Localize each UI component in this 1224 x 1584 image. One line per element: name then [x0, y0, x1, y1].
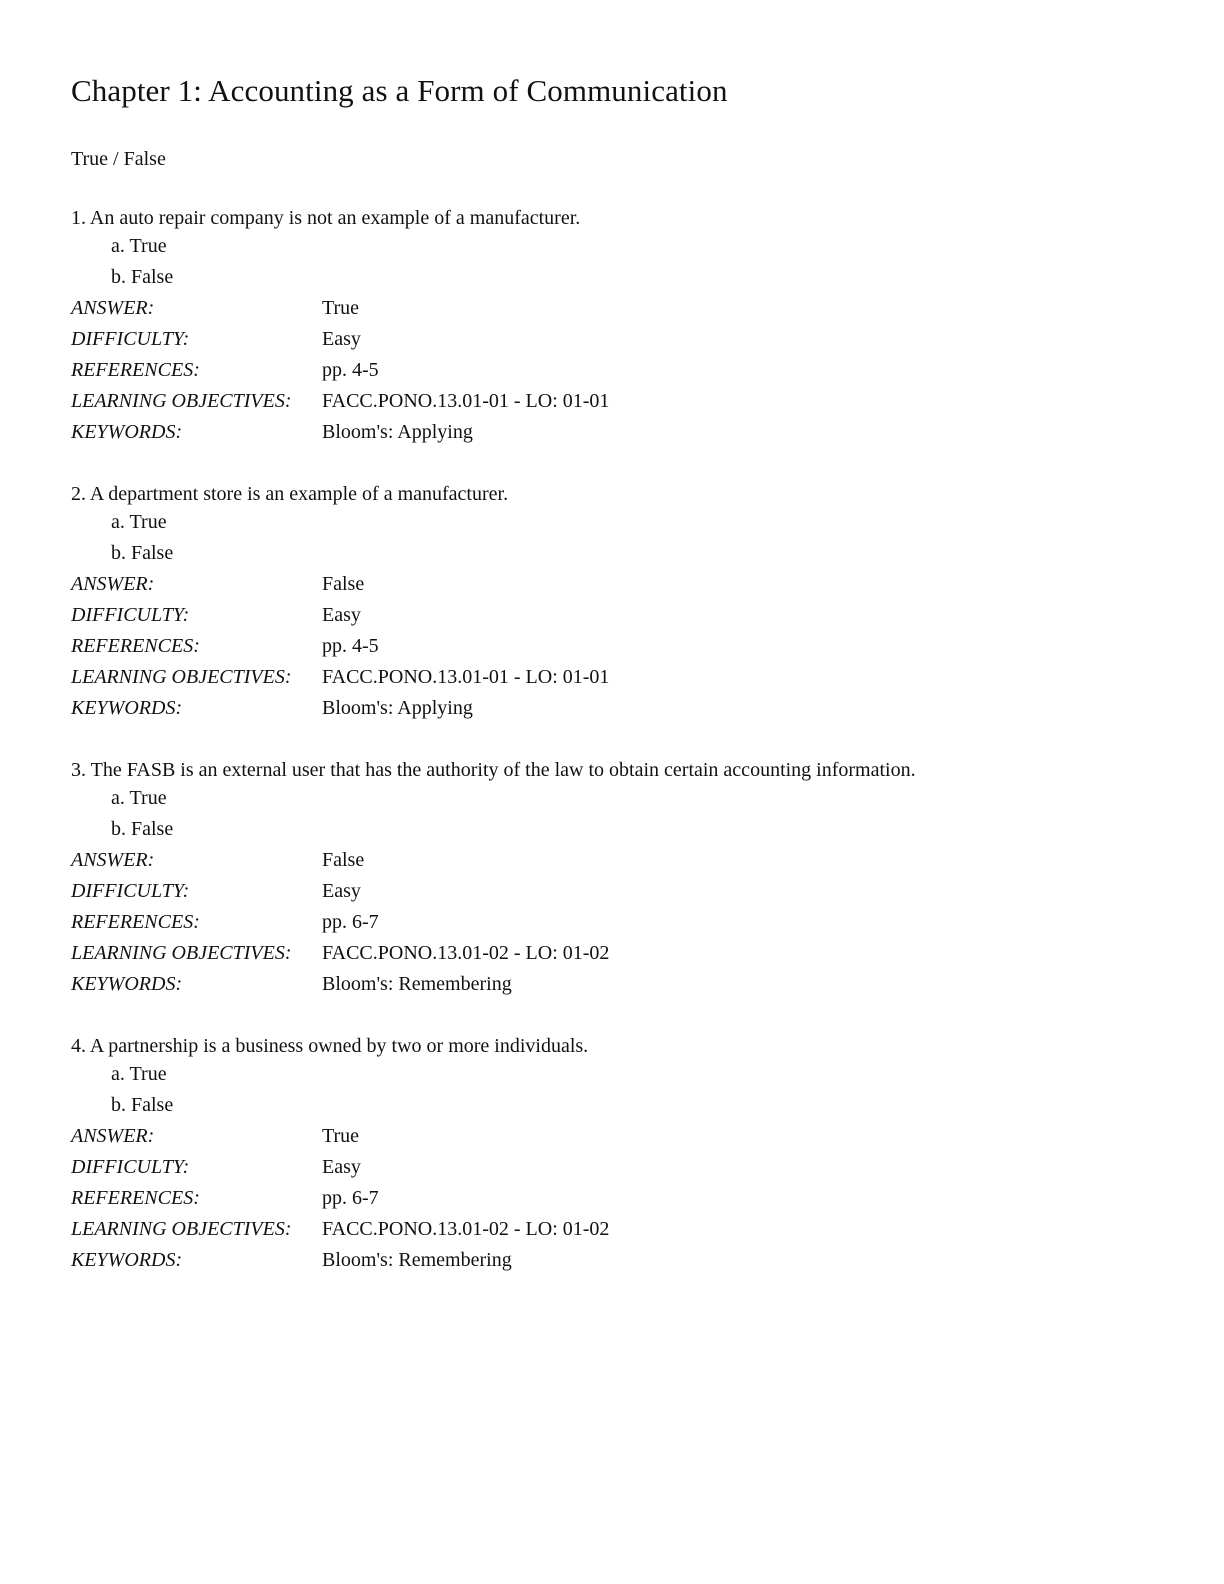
meta-row-answer	[71, 569, 609, 600]
difficulty-label: DIFFICULTY:	[71, 604, 190, 626]
question-stem: 2. A department store is an example of a manufacturer.	[71, 483, 509, 505]
question-stem: 1. An auto repair company is not an example of a manufacturer.	[71, 207, 581, 229]
difficulty-value: Easy	[322, 328, 361, 350]
difficulty-value: Easy	[322, 880, 361, 902]
references-label: REFERENCES:	[71, 359, 200, 381]
meta-row-references	[71, 355, 609, 386]
meta-row-references	[71, 631, 609, 662]
difficulty-value: Easy	[322, 604, 361, 626]
meta-row-keywords	[71, 693, 609, 724]
keywords-label: KEYWORDS:	[71, 421, 183, 443]
option-false: b. False	[111, 542, 174, 564]
answer-options	[71, 507, 1171, 569]
meta-row-learning-objectives	[71, 938, 609, 969]
question-metadata	[71, 845, 609, 1000]
learning-objectives-label: LEARNING OBJECTIVES:	[71, 390, 292, 412]
question-4	[71, 1033, 1171, 1276]
learning-objectives-label: LEARNING OBJECTIVES:	[71, 942, 292, 964]
learning-objectives-value: FACC.PONO.13.01-02 - LO: 01-02	[322, 942, 610, 964]
option-true: a. True	[111, 787, 167, 809]
difficulty-value: Easy	[322, 1156, 361, 1178]
answer-value: False	[322, 849, 365, 871]
question-metadata	[71, 1121, 609, 1276]
answer-label: ANSWER:	[71, 1125, 155, 1147]
keywords-label: KEYWORDS:	[71, 697, 183, 719]
difficulty-label: DIFFICULTY:	[71, 1156, 190, 1178]
question-stem: 3. The FASB is an external user that has the authority of the law to obtain certain accounting information.	[71, 759, 916, 781]
meta-row-answer	[71, 1121, 609, 1152]
question-stem: 4. A partnership is a business owned by two or more individuals.	[71, 1035, 589, 1057]
option-true: a. True	[111, 1063, 167, 1085]
option-true: a. True	[111, 235, 167, 257]
meta-row-keywords	[71, 417, 609, 448]
option-false: b. False	[111, 818, 174, 840]
question-metadata	[71, 293, 609, 448]
section-label: True / False	[71, 148, 166, 170]
option-false: b. False	[111, 266, 174, 288]
learning-objectives-value: FACC.PONO.13.01-02 - LO: 01-02	[322, 1218, 610, 1240]
meta-row-difficulty	[71, 324, 609, 355]
learning-objectives-value: FACC.PONO.13.01-01 - LO: 01-01	[322, 666, 610, 688]
keywords-value: Bloom's: Applying	[322, 421, 473, 443]
references-value: pp. 6-7	[322, 911, 379, 933]
answer-value: False	[322, 573, 365, 595]
learning-objectives-label: LEARNING OBJECTIVES:	[71, 666, 292, 688]
keywords-value: Bloom's: Remembering	[322, 973, 512, 995]
meta-row-learning-objectives	[71, 1214, 609, 1245]
question-1	[71, 205, 1171, 448]
answer-label: ANSWER:	[71, 849, 155, 871]
keywords-value: Bloom's: Applying	[322, 697, 473, 719]
meta-row-learning-objectives	[71, 386, 609, 417]
question-metadata	[71, 569, 609, 724]
question-3	[71, 757, 1171, 1000]
keywords-value: Bloom's: Remembering	[322, 1249, 512, 1271]
difficulty-label: DIFFICULTY:	[71, 880, 190, 902]
learning-objectives-label: LEARNING OBJECTIVES:	[71, 1218, 292, 1240]
references-value: pp. 4-5	[322, 359, 379, 381]
keywords-label: KEYWORDS:	[71, 1249, 183, 1271]
answer-options	[71, 1059, 1171, 1121]
references-label: REFERENCES:	[71, 635, 200, 657]
meta-row-references	[71, 907, 609, 938]
meta-row-answer	[71, 293, 609, 324]
meta-row-answer	[71, 845, 609, 876]
answer-options	[71, 783, 1171, 845]
answer-label: ANSWER:	[71, 573, 155, 595]
option-true: a. True	[111, 511, 167, 533]
learning-objectives-value: FACC.PONO.13.01-01 - LO: 01-01	[322, 390, 610, 412]
document-page	[71, 70, 1171, 1276]
answer-value: True	[322, 1125, 360, 1147]
references-label: REFERENCES:	[71, 1187, 200, 1209]
answer-value: True	[322, 297, 360, 319]
meta-row-difficulty	[71, 600, 609, 631]
meta-row-references	[71, 1183, 609, 1214]
references-value: pp. 6-7	[322, 1187, 379, 1209]
meta-row-learning-objectives	[71, 662, 609, 693]
meta-row-keywords	[71, 969, 609, 1000]
meta-row-keywords	[71, 1245, 609, 1276]
difficulty-label: DIFFICULTY:	[71, 328, 190, 350]
meta-row-difficulty	[71, 1152, 609, 1183]
references-label: REFERENCES:	[71, 911, 200, 933]
question-2	[71, 481, 1171, 724]
answer-label: ANSWER:	[71, 297, 155, 319]
keywords-label: KEYWORDS:	[71, 973, 183, 995]
meta-row-difficulty	[71, 876, 609, 907]
option-false: b. False	[111, 1094, 174, 1116]
chapter-title: Chapter 1: Accounting as a Form of Communication	[71, 73, 728, 108]
answer-options	[71, 231, 1171, 293]
references-value: pp. 4-5	[322, 635, 379, 657]
